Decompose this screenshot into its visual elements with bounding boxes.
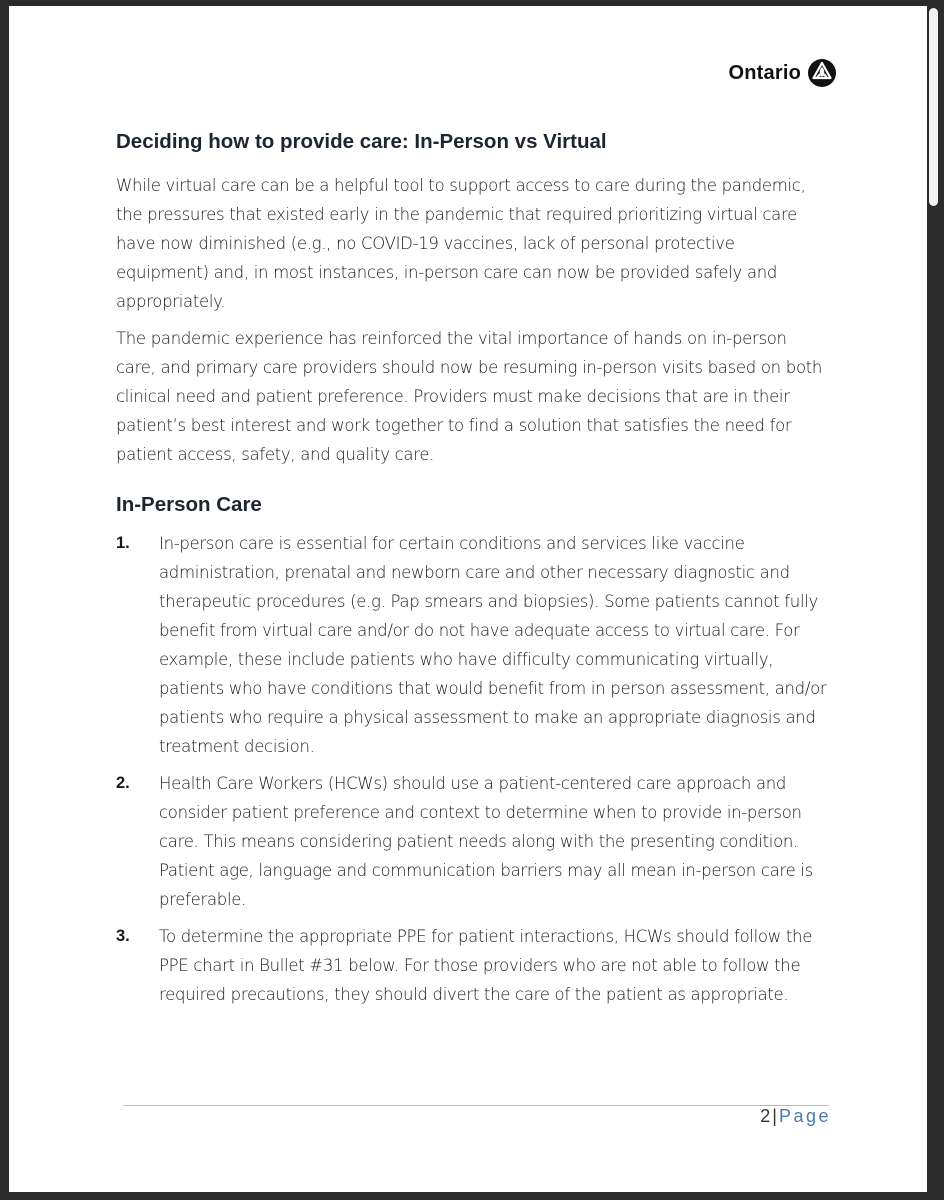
document-body [116,128,828,1017]
list-item [116,769,828,914]
ontario-logo [728,58,837,88]
page-title: Deciding how to provide care: In-Person vs Virtual [116,130,607,153]
scrollbar-thumb[interactable] [929,8,938,206]
numbered-list [116,529,828,1009]
trillium-icon [807,58,837,88]
list-item [116,529,828,761]
list-item-text: To determine the appropriate PPE for patient interactions, HCWs should follow the PPE chart in Bullet #31 below. For those providers who are not able to follow the required precautions, they should divert the care of the patient as appropriate. [159,927,813,1005]
list-item [116,922,828,1009]
list-item-text: In-person care is essential for certain conditions and services like vaccine administration, prenatal and newborn care and other necessary diagnostic and therapeutic procedures (e.g. Pap smears and biopsies). Some patients cannot fully benefit from virtual care and/or do not have adequate access to virtual care. For example, these include patients who have difficulty communicating virtually, patients who have conditions that would benefit from in person assessment, and/or patients who require a physical assessment to make an appropriate diagnosis and treatment decision. [159,534,827,757]
page-number: 2 [760,1106,771,1126]
document-page [9,6,927,1192]
page-footer [760,1106,831,1127]
list-item-text: Health Care Workers (HCWs) should use a patient-centered care approach and consider patient preference and context to determine when to provide in-person care. This means considering patient needs along with the presenting condition. Patient age, language and communication barriers may all mean in-person care is preferable. [159,774,813,910]
list-item-number: 3. [116,927,130,946]
intro-paragraph-1: While virtual care can be a helpful tool to support access to care during the pandemic, the pressures that existed early in the pandemic that required prioritizing virtual care have now diminished (e.g., no COVID-19 vaccines, lack of personal protective equipment) and, in most instances, in-person care can now be provided safely and appropriately. [116,175,806,311]
intro-paragraph-2: The pandemic experience has reinforced the vital importance of hands on in-person care, and primary care providers should now be resuming in-person visits based on both clinical need and patient preference. Providers must make decisions that are in their patient’s best interest and work together to find a solution that satisfies the need for patient access, safety, and quality care. [116,328,823,464]
footer-divider [123,1105,829,1106]
list-item-number: 1. [116,534,130,553]
list-item-number: 2. [116,774,130,793]
section-heading: In-Person Care [116,492,262,516]
logo-text: Ontario [728,61,801,84]
footer-separator: | [772,1106,777,1126]
page-label: Page [778,1106,831,1126]
